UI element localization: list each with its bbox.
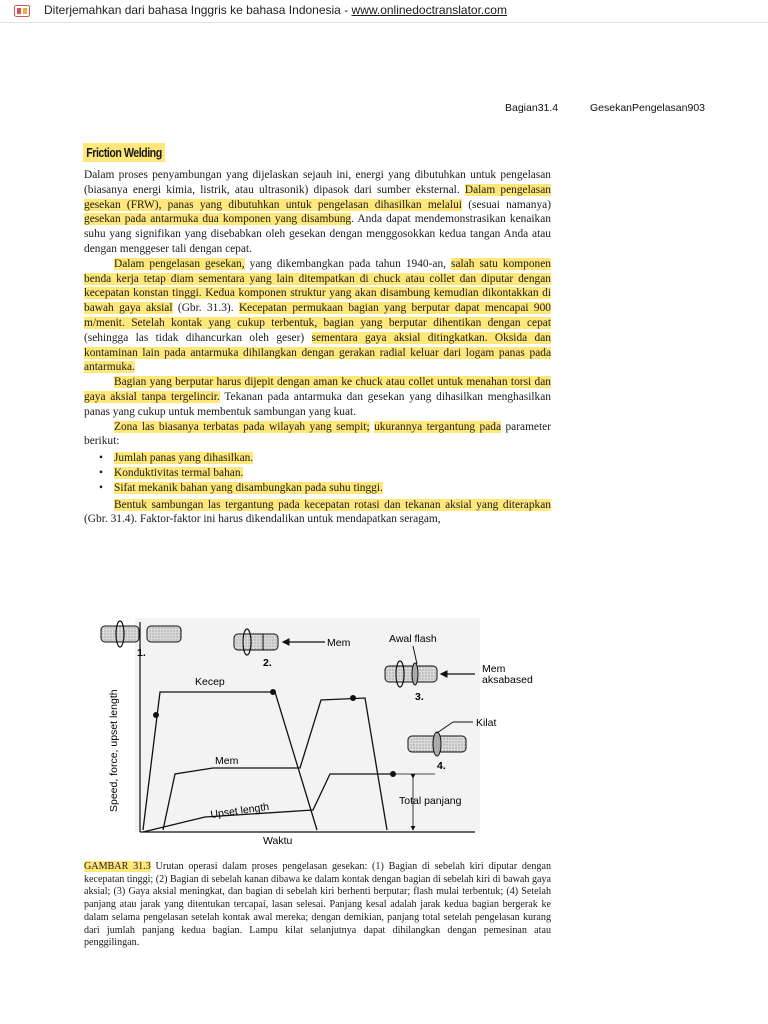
- y-axis-label: Speed, force, upset length: [108, 689, 120, 812]
- paragraph-5: Bentuk sambungan las tergantung pada kecepatan rotasi dan tekanan aksial yang diterapkan (Gbr. 31.4). Faktor-faktor ini harus dikendalikan untuk mendapatkan seragam,: [84, 498, 551, 526]
- list-item: • Jumlah panas yang dihasilkan.: [114, 451, 551, 466]
- figure-caption: GAMBAR 31.3 Urutan operasi dalam proses pengelasan gesekan: (1) Bagian di sebelah kiri diputar dengan kecepatan tinggi; (2) Bagian di sebelah kanan dibawa ke dalam kontak dengan bagian di sebelah kiri di bawah gaya aksial; (3) Gaya aksial meningkat, dan bagian di sebelah kiri berhenti berputar; flash mulai terbentuk; (4) Setelah panjang atau jarak yang ditentukan tercapai, lasan selesai. Panjang kesal adalah jarak kedua bagian bergerak ke dalam selama pengelasan setelah kontak awal mereka; dengan demikian, panjang total setelah pengelasan kurang dari jumlah panjang kedua bagian. Lampu kilat selanjutnya dapat dihilangkan dengan pemesinan atau penggilingan.: [84, 861, 551, 949]
- translator-bar: [0, 0, 768, 23]
- paragraph-2: Dalam pengelasan gesekan, yang dikembangkan pada tahun 1940-an, salah satu komponen benda kerja tetap diam sementara yang lain ditempatkan di chuck atau collet dan diputar dengan kecepatan konstan tinggi. Kedua komponen struktur yang akan disambung kemudian dikontakkan di bawah gaya aksial (Gbr. 31.3). Kecepatan permukaan bagian yang berputar dapat mencapai 900 m/menit. Setelah kontak yang cukup terbentuk, bagian yang berputar dihentikan dengan cepat (sehingga las tidak dihancurkan oleh geser) sementara gaya aksial ditingkatkan. Oksida dan kontaminan lain pada antarmuka dihilangkan dengan gerakan radial keluar dari logam panas pada antarmuka.: [84, 257, 551, 374]
- upset-length-label: Upset length: [209, 800, 270, 821]
- flash-start-label: Awal flash: [389, 633, 437, 645]
- step3-label: 3.: [415, 691, 424, 703]
- figure-number: GAMBAR 31.3: [84, 861, 151, 872]
- section-title: Friction Welding: [83, 143, 165, 162]
- friction-welding-figure: [95, 612, 535, 852]
- step1-marker: [153, 712, 159, 718]
- step1-label: 1.: [137, 647, 146, 659]
- speed-label: Kecep: [195, 676, 225, 688]
- body-text: [84, 168, 551, 527]
- step2-label: 2.: [263, 657, 272, 669]
- section-number: Bagian31.4: [505, 102, 559, 114]
- increased-force-label-2: aksabased: [482, 674, 533, 686]
- total-length-label: Total panjang: [399, 795, 462, 807]
- paragraph-1: Dalam proses penyambungan yang dijelaskan sejauh ini, energi yang dibutuhkan untuk pengelasan (biasanya energi kimia, listrik, atau ultrasonik) dipasok dari sumber eksternal. Dalam pengelasan gesekan (FRW), panas yang dibutuhkan untuk pengelasan dihasilkan melalui (sesuai namanya) gesekan pada antarmuka dua komponen yang disambung. Anda dapat mendemonstrasikan kenaikan suhu yang signifikan yang disebabkan oleh gesekan dengan menggosokkan kedua tangan Anda atau dengan menggeser tali dengan cepat.: [84, 169, 552, 255]
- list-item: • Konduktivitas termal bahan.: [114, 466, 551, 481]
- paragraph-4: Zona las biasanya terbatas pada wilayah yang sempit; ukurannya tergantung pada parameter berikut:: [84, 420, 551, 448]
- translator-link[interactable]: www.onlinedoctranslator.com: [351, 3, 507, 17]
- x-axis-label: Waktu: [263, 835, 293, 847]
- list-item: • Sifat mekanik bahan yang disambungkan pada suhu tinggi.: [114, 481, 551, 496]
- step4-label: 4.: [437, 760, 446, 772]
- parameter-list: [84, 451, 551, 495]
- translator-notice: Diterjemahkan dari bahasa Inggris ke bahasa Indonesia - www.onlinedoctranslator.com: [44, 3, 507, 17]
- running-title: GesekanPengelasan903: [589, 102, 705, 114]
- translator-logo-icon: [14, 5, 30, 17]
- step2-marker: [270, 689, 276, 695]
- increased-force-label-1: Mem: [482, 663, 506, 675]
- step3-marker: [350, 695, 356, 701]
- flash-label: Kilat: [476, 717, 497, 729]
- paragraph-3: Bagian yang berputar harus dijepit dengan aman ke chuck atau collet untuk menahan torsi dan gaya aksial tanpa tergelincir. Tekanan pada antarmuka dan gesekan yang dihasilkan menghasilkan panas yang cukup untuk membentuk sambungan yang kuat.: [84, 376, 551, 418]
- running-header: [505, 102, 705, 114]
- force-label: Mem: [215, 755, 239, 767]
- force-arrow-label: Mem: [327, 637, 351, 649]
